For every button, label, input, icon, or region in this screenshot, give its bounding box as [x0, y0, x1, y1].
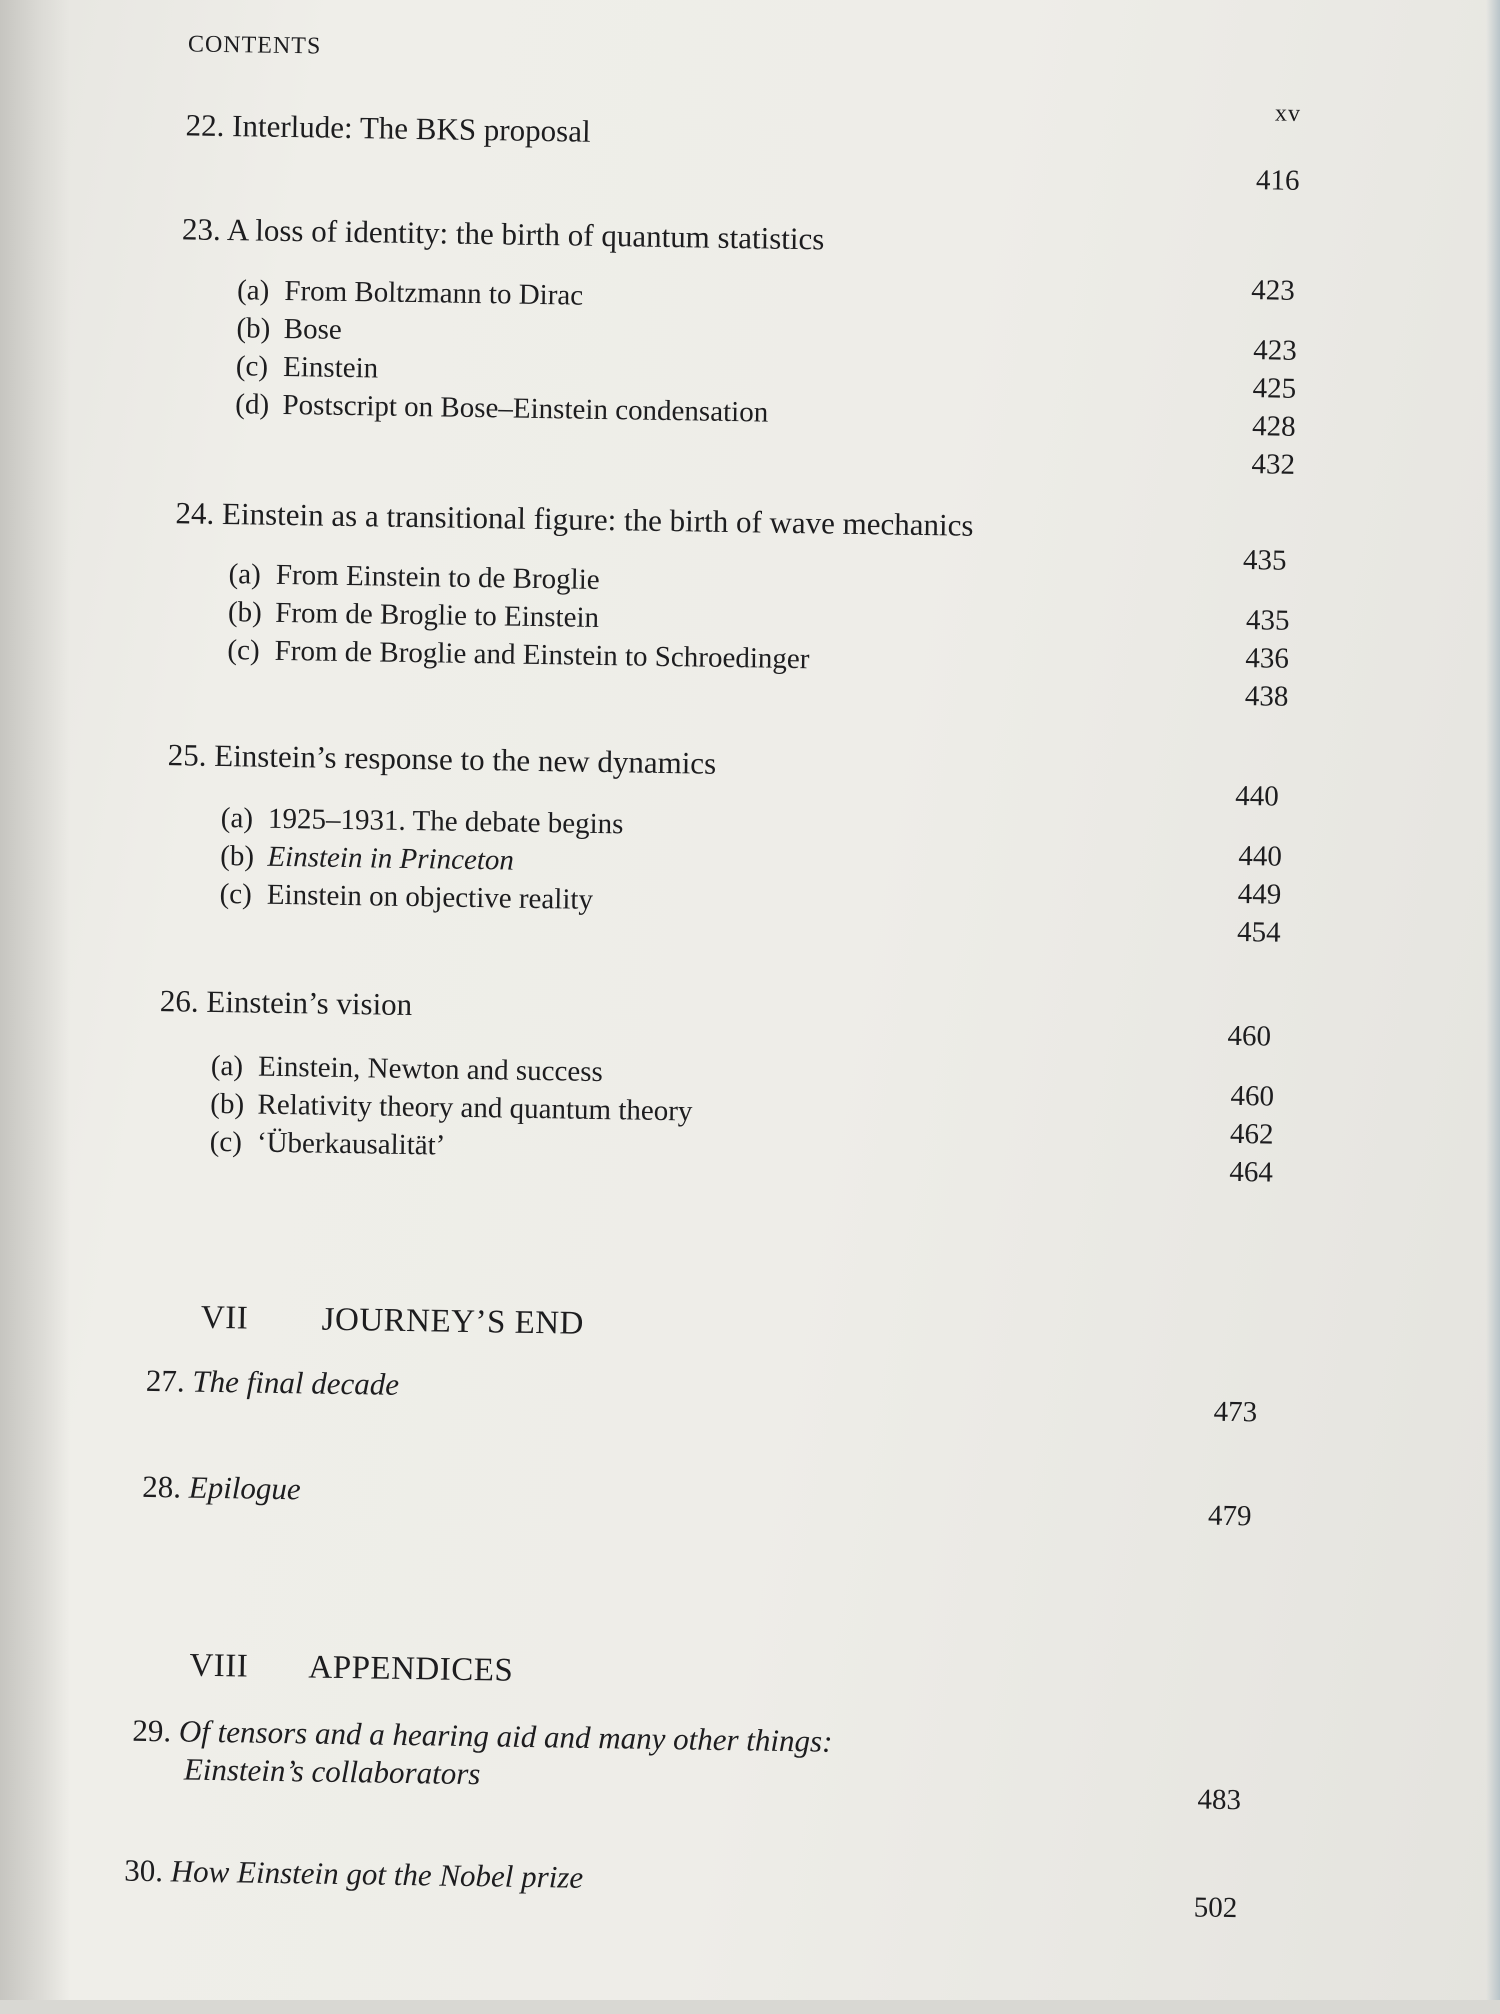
section-title: Relativity theory and quantum theory — [257, 1088, 693, 1128]
page-number: 436 — [1245, 642, 1290, 675]
section-title: Einstein in Princeton — [267, 840, 515, 877]
page-number: 462 — [1229, 1117, 1274, 1151]
toc-part-vii — [201, 1300, 585, 1343]
toc-chapter-23 — [182, 211, 825, 257]
section-label: (c) — [209, 1125, 243, 1159]
chapter-number: 27. — [145, 1362, 185, 1399]
toc-section — [227, 634, 809, 676]
section-title: From de Broglie to Einstein — [275, 596, 600, 634]
section-title: Einstein — [282, 350, 379, 385]
toc-section — [221, 802, 624, 841]
chapter-title: A loss of identity: the birth of quantum statistics — [226, 212, 825, 257]
section-title: Einstein, Newton and success — [257, 1050, 604, 1089]
page-number: 423 — [1253, 334, 1298, 367]
toc-part-viii — [189, 1648, 513, 1690]
toc-section — [219, 878, 593, 917]
chapter-title: Of tensors and a hearing aid and many other things: — [178, 1713, 833, 1759]
chapter-number: 25. — [167, 737, 207, 773]
page-number: 425 — [1252, 372, 1297, 405]
section-title: From Einstein to de Broglie — [275, 558, 600, 596]
page-number: 438 — [1244, 680, 1289, 713]
toc-section — [237, 274, 584, 312]
section-title: Postscript on Bose–Einstein condensation — [282, 388, 769, 429]
page-number: 479 — [1207, 1499, 1252, 1533]
part-number: VII — [200, 1299, 249, 1337]
chapter-title: Interlude: The BKS proposal — [231, 108, 591, 149]
toc-section — [210, 1088, 693, 1129]
chapter-number: 26. — [159, 983, 199, 1019]
page-number: 454 — [1236, 916, 1281, 949]
chapter-number: 29. — [132, 1712, 172, 1749]
chapter-title: How Einstein got the Nobel prize — [170, 1853, 584, 1895]
page-number: 440 — [1235, 779, 1280, 813]
toc-chapter-28 — [142, 1469, 301, 1507]
section-label: (a) — [210, 1049, 244, 1083]
chapter-number: 23. — [181, 211, 222, 247]
chapter-number: 30. — [123, 1852, 164, 1889]
page-number: 464 — [1229, 1155, 1274, 1189]
section-label: (a) — [220, 802, 254, 835]
folio: xv — [1274, 100, 1302, 127]
chapter-title: Einstein as a transitional figure: the birth of wave mechanics — [221, 496, 974, 543]
page-number: 435 — [1245, 604, 1290, 637]
page-number: 423 — [1250, 274, 1295, 307]
toc-section — [228, 596, 600, 635]
toc-section — [236, 350, 379, 385]
toc-section — [209, 1126, 445, 1163]
section-label: (b) — [227, 596, 263, 629]
section-label: (b) — [236, 312, 271, 345]
toc-section — [236, 312, 342, 347]
page-number: 435 — [1242, 544, 1287, 577]
section-title: ‘Überkausalität’ — [256, 1126, 446, 1162]
part-number: VIII — [189, 1647, 249, 1685]
toc-chapter-22 — [185, 107, 590, 149]
part-title: JOURNEY’S END — [321, 1301, 585, 1342]
part-title: APPENDICES — [308, 1649, 514, 1689]
section-title: 1925–1931. The debate begins — [267, 802, 624, 841]
page-number: 428 — [1251, 410, 1296, 443]
chapter-title: Einstein’s response to the new dynamics — [214, 737, 717, 781]
toc-chapter-24 — [175, 495, 973, 544]
toc-chapter-30 — [124, 1853, 583, 1896]
page-number: 416 — [1255, 164, 1300, 197]
page-number: 483 — [1197, 1783, 1242, 1817]
page-number: 432 — [1251, 448, 1296, 481]
toc-section — [211, 1050, 603, 1089]
page-number: 440 — [1238, 840, 1283, 873]
toc-section — [220, 840, 514, 878]
section-title: From Boltzmann to Dirac — [284, 274, 584, 312]
section-title: From de Broglie and Einstein to Schroedinger — [274, 634, 810, 676]
chapter-number: 28. — [142, 1468, 182, 1505]
section-label: (a) — [228, 558, 262, 591]
toc-chapter-26 — [160, 983, 413, 1023]
section-label: (c) — [227, 634, 260, 667]
toc-chapter-25 — [168, 737, 717, 782]
toc-section — [235, 388, 768, 429]
chapter-number: 24. — [175, 495, 215, 531]
page-number: 460 — [1230, 1079, 1275, 1113]
page-number: 473 — [1213, 1395, 1258, 1429]
section-label: (c) — [235, 350, 269, 383]
chapter-title: Epilogue — [188, 1469, 301, 1507]
section-label: (b) — [210, 1087, 245, 1121]
section-label: (c) — [219, 878, 253, 911]
section-label: (b) — [219, 840, 255, 873]
section-title: Bose — [283, 312, 342, 346]
section-label: (a) — [236, 274, 270, 307]
toc-section — [228, 558, 600, 597]
chapter-number: 22. — [185, 107, 225, 143]
chapter-title: Einstein’s vision — [206, 983, 413, 1023]
toc-chapter-27 — [146, 1363, 400, 1403]
running-head: CONTENTS — [187, 31, 322, 60]
toc-chapter-29-line2: Einstein’s collaborators — [183, 1751, 481, 1792]
section-label: (d) — [235, 388, 270, 421]
page-number: 449 — [1237, 878, 1282, 911]
page-number: 502 — [1193, 1891, 1238, 1925]
section-title: Einstein on objective reality — [266, 878, 594, 916]
chapter-title: The final decade — [192, 1363, 400, 1402]
page-number: 460 — [1227, 1019, 1272, 1053]
